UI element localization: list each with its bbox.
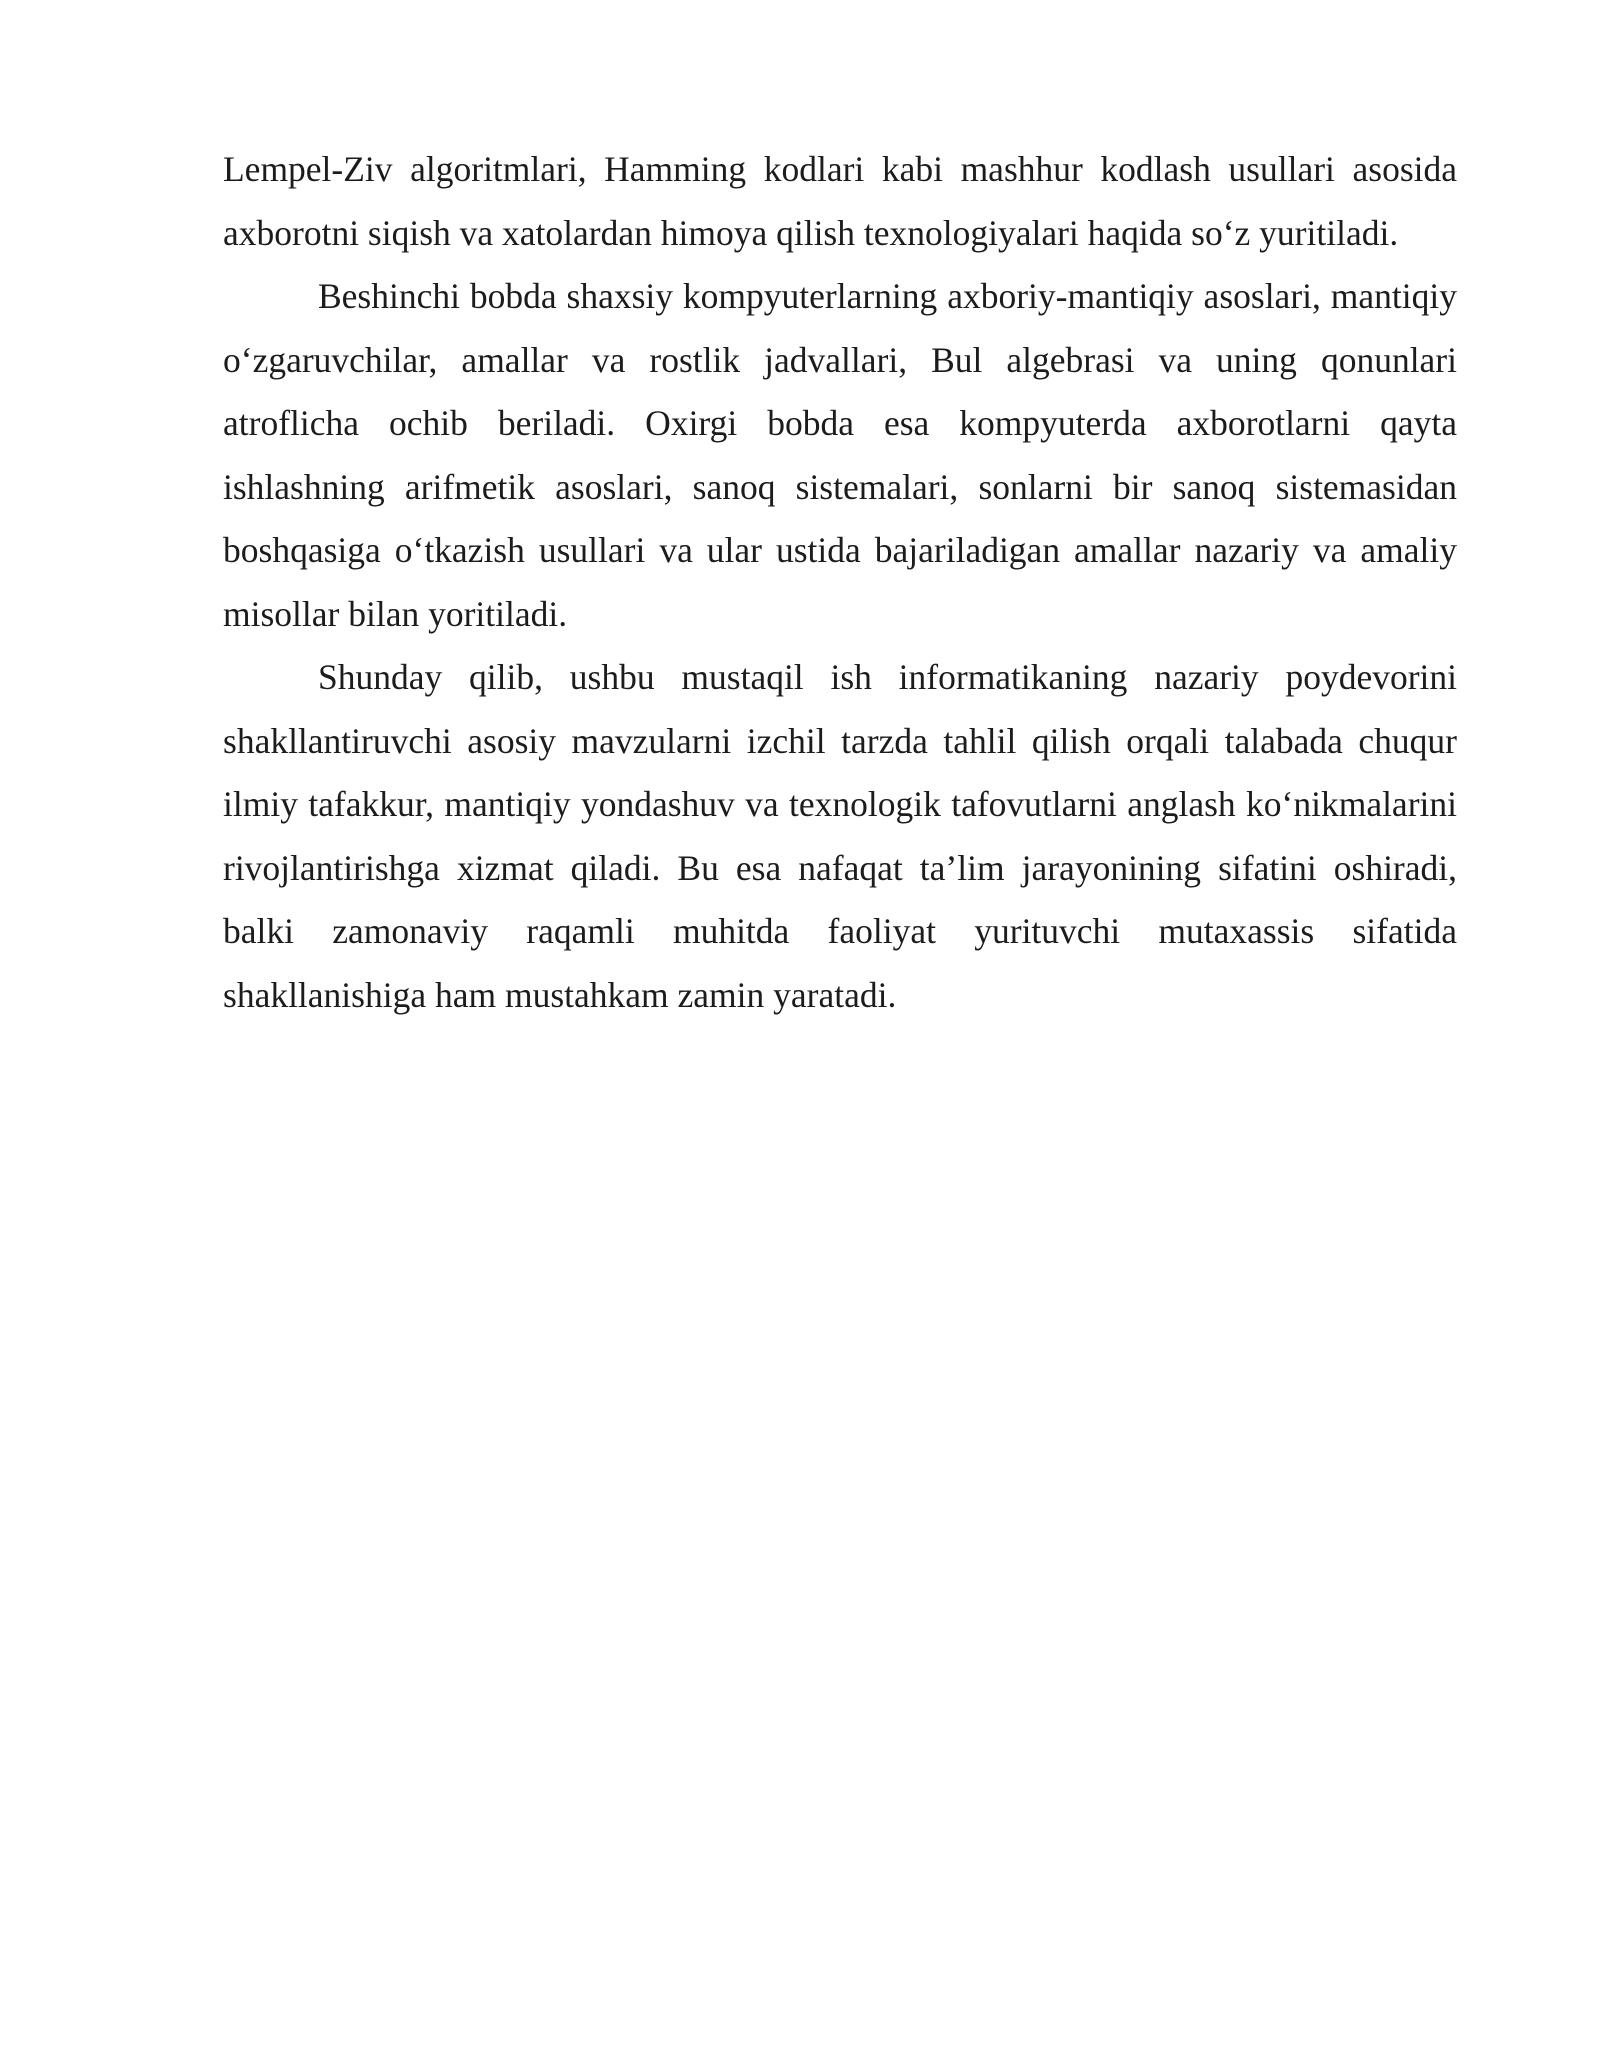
paragraph-conclusion: Shunday qilib, ushbu mustaqil ish informatikaning nazariy poydevorini shakllantiruvchi asosiy mavzularni izchil tarzda tahlil qilish orqali talabada chuqur ilmiy tafakkur, mantiqiy yondashuv va texnologik tafovutlarni anglash ko‘nikmalarini rivojlantirishga xizmat qiladi. Bu esa nafaqat ta’lim jarayonining sifatini oshiradi, balki zamonaviy raqamli muhitda faoliyat yurituvchi mutaxassis sifatida shakllanishiga ham mustahkam zamin yaratadi. [223,657,1457,1015]
paragraph-continuation: Lempel-Ziv algoritmlari, Hamming kodlari kabi mashhur kodlash usullari asosida axborotni siqish va xatolardan himoya qilish texnologiyalari haqida so‘z yuritiladi. [223,149,1457,253]
body-text [223,138,1457,1027]
paragraph-chapter-five: Beshinchi bobda shaxsiy kompyuterlarning axboriy-mantiqiy asoslari, mantiqiy o‘zgaruvchilar, amallar va rostlik jadvallari, Bul algebrasi va uning qonunlari atroflicha ochib beriladi. Oxirgi bobda esa kompyuterda axborotlarni qayta ishlashning arifmetik asoslari, sanoq sistemalari, sonlarni bir sanoq sistemasidan boshqasiga o‘tkazish usullari va ular ustida bajariladigan amallar nazariy va amaliy misollar bilan yoritiladi. [223,276,1457,634]
